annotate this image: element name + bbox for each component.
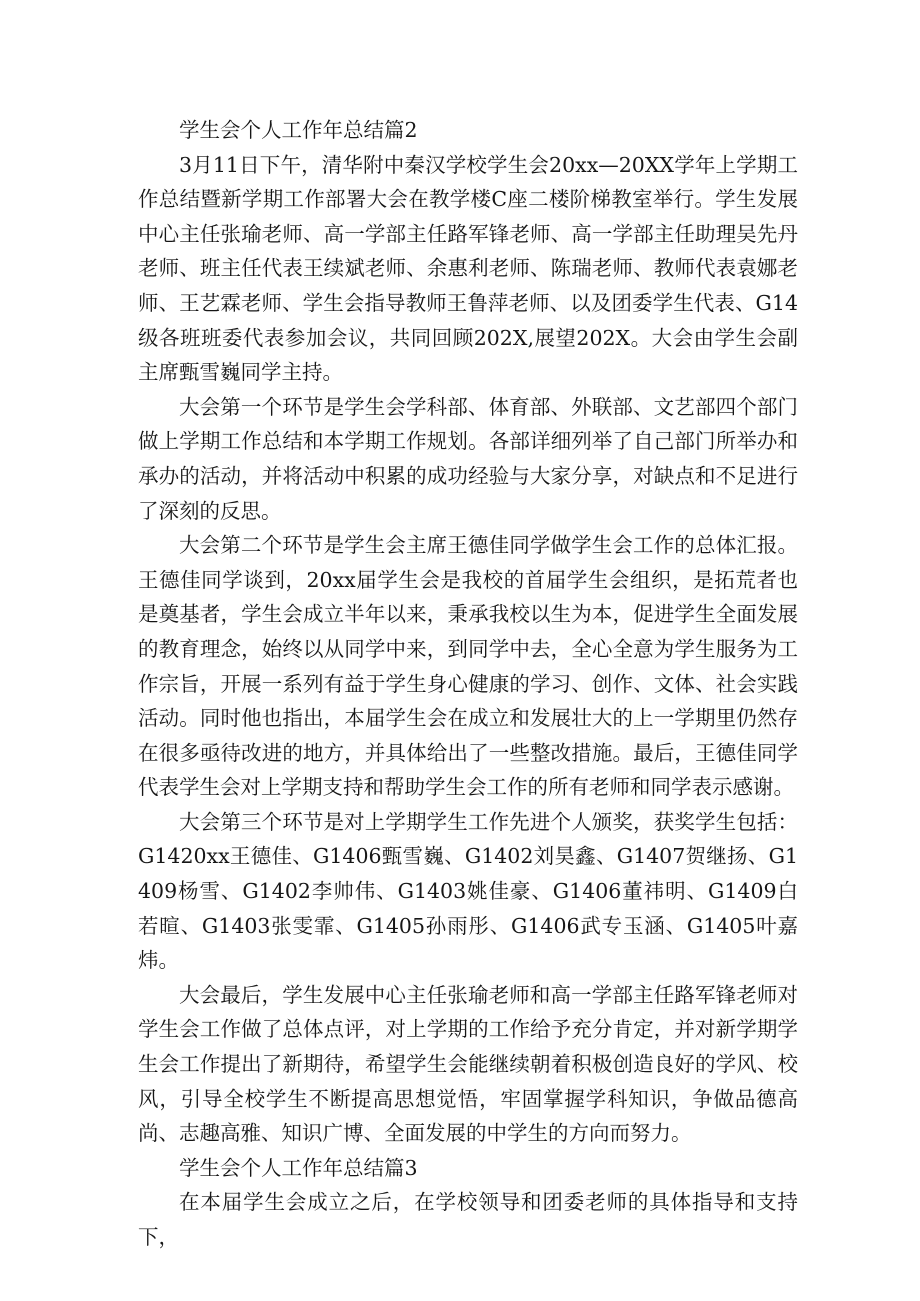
body-paragraph: 3月11日下午，清华附中秦汉学校学生会20xx—20XX学年上学期工作总结暨新学期工作部署大会在教学楼C座二楼阶梯教室举行。学生发展中心主任张瑜老师、高一学部主任路军锋老师、高一学部主任助理吴先丹老师、班主任代表王续斌老师、余惠利老师、陈瑞老师、教师代表袁娜老师、王艺霖老师、学生会指导教师王鲁萍老师、以及团委学生代表、G14级各班班委代表参加会议，共同回顾202X,展望202X。大会由学生会副主席甄雪巍同学主持。 <box>138 152 798 385</box>
section-heading: 学生会个人工作年总结篇2 <box>179 118 418 142</box>
body-paragraph: 大会第二个环节是学生会主席王德佳同学做学生会工作的总体汇报。王德佳同学谈到，20xx届学生会是我校的首届学生会组织，是拓荒者也是奠基者，学生会成立半年以来，秉承我校以生为本，促进学生全面发展的教育理念，始终以从同学中来，到同学中去，全心全意为学生服务为工作宗旨，开展一系列有益于学生身心健康的学习、创作、文体、社会实践活动。同时他也指出，本届学生会在成立和发展壮大的上一学期里仍然存在很多亟待改进的地方，并具体给出了一些整改措施。最后，王德佳同学代表学生会对上学期支持和帮助学生会工作的所有老师和同学表示感谢。 <box>138 533 798 800</box>
body-paragraph: 在本届学生会成立之后，在学校领导和团委老师的具体指导和支持下， <box>138 1190 798 1249</box>
document-body <box>138 113 798 1255</box>
body-paragraph: 大会第三个环节是对上学期学生工作先进个人颁奖，获奖学生包括：G1420xx王德佳、G1406甄雪巍、G1402刘昊鑫、G1407贺继扬、G1409杨雪、G1402李帅伟、G1403姚佳豪、G1406董祎明、G1409白若暄、G1403张雯霏、G1405孙雨彤、G1406武专玉涵、G1405叶嘉炜。 <box>138 809 798 973</box>
body-paragraph: 大会最后，学生发展中心主任张瑜老师和高一学部主任路军锋老师对学生会工作做了总体点评，对上学期的工作给予充分肯定，并对新学期学生会工作提出了新期待，希望学生会能继续朝着积极创造良好的学风、校风，引导全校学生不断提高思想觉悟，牢固掌握学科知识，争做品德高尚、志趣高雅、知识广博、全面发展的中学生的方向而努力。 <box>138 982 798 1146</box>
section-heading: 学生会个人工作年总结篇3 <box>179 1155 418 1180</box>
body-paragraph: 大会第一个环节是学生会学科部、体育部、外联部、文艺部四个部门做上学期工作总结和本学期工作规划。各部详细列举了自己部门所举办和承办的活动，并将活动中积累的成功经验与大家分享，对缺点和不足进行了深刻的反思。 <box>138 394 798 523</box>
